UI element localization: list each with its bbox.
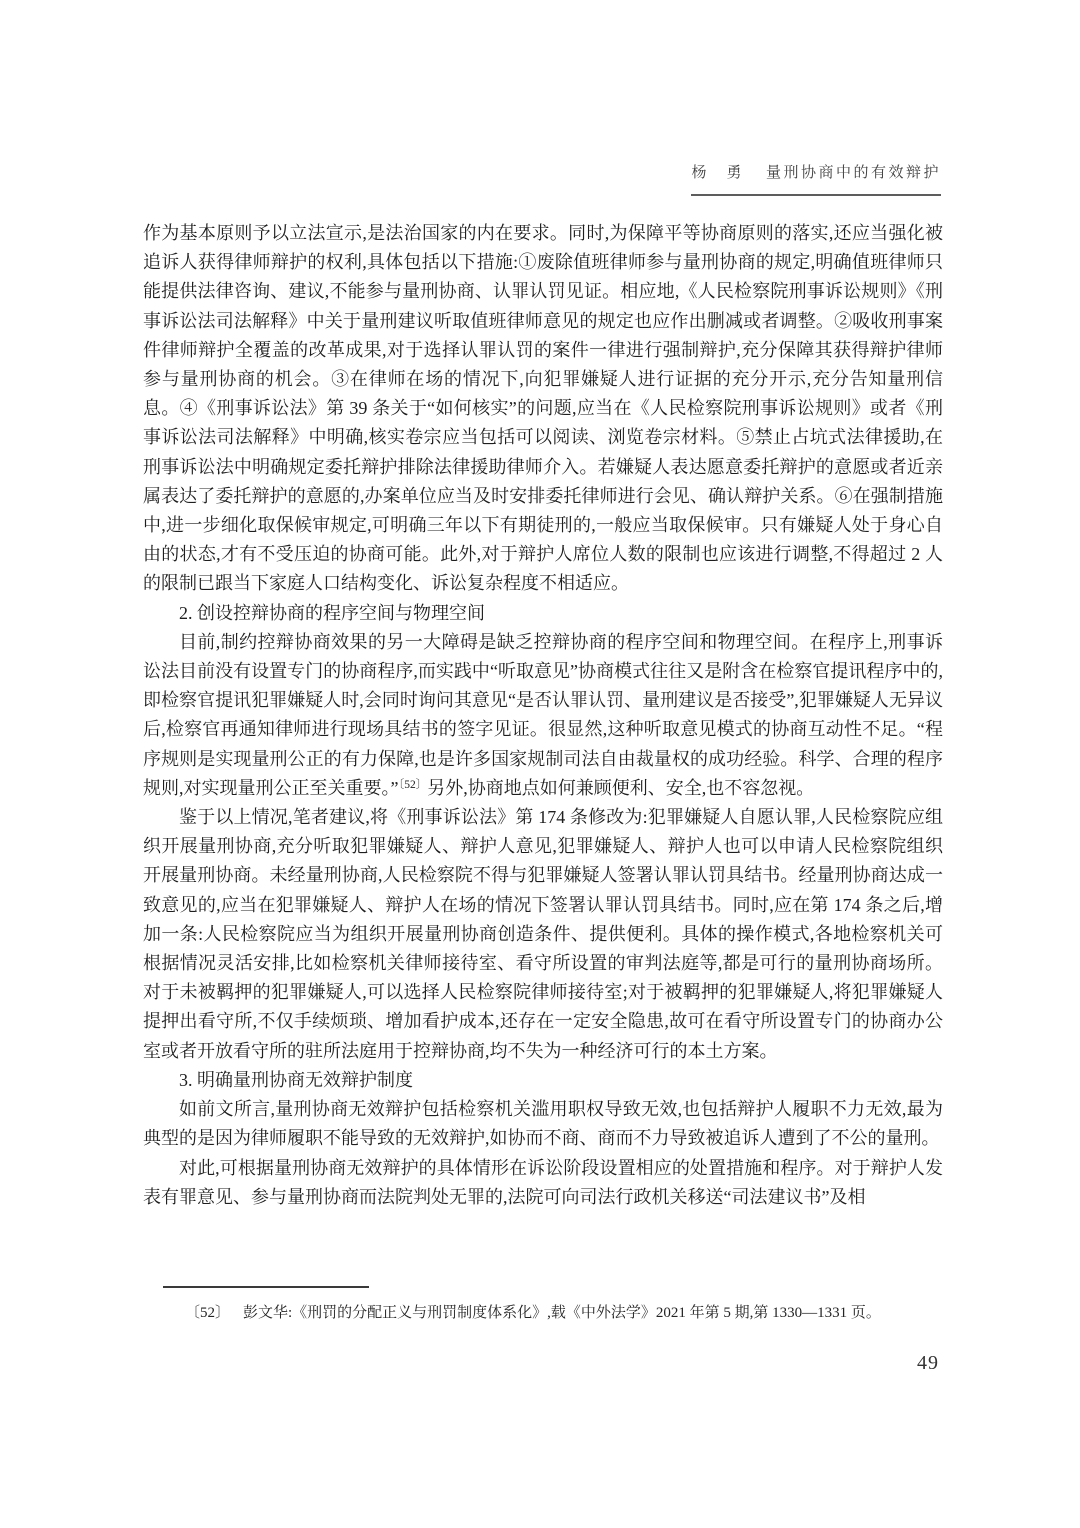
footnote-block [143,1286,943,1324]
footnote [143,1302,943,1324]
paragraph: 鉴于以上情况,笔者建议,将《刑事诉讼法》第 174 条修改为:犯罪嫌疑人自愿认罪,人民检察院应组织开展量刑协商,充分听取犯罪嫌疑人、辩护人意见,犯罪嫌疑人、辩护人也可以申请人民检察院组织开展量刑协商。未经量刑协商,人民检察院不得与犯罪嫌疑人签署认罪认罚具结书。经量刑协商达成一致意见的,应当在犯罪嫌疑人、辩护人在场的情况下签署认罪认罚具结书。同时,应在第 174 条之后,增加一条:人民检察院应当为组织开展量刑协商创造条件、提供便利。具体的操作模式,各地检察机关可根据情况灵活安排,比如检察机关律师接待室、看守所设置的审判法庭等,都是可行的量刑协商场所。对于未被羁押的犯罪嫌疑人,可以选择人民检察院律师接待室;对于被羁押的犯罪嫌疑人,将犯罪嫌疑人提押出看守所,不仅手续烦琐、增加看护成本,还存在一定安全隐患,故可在看守所设置专门的协商办公室或者开放看守所的驻所法庭用于控辩协商,均不失为一种经济可行的本土方案。 [143,807,943,1061]
section-heading-3: 3. 明确量刑协商无效辩护制度 [179,1069,413,1090]
paragraph-cutoff: 对此,可根据量刑协商无效辩护的具体情形在诉讼阶段设置相应的处置措施和程序。对于辩护人发表有罪意见、参与量刑协商而法院判处无罪的,法院可向司法行政机关移送“司法建议书”及相 [143,1157,943,1207]
running-header-title: 量刑协商中的有效辩护 [765,165,941,181]
page-number: 49 [917,1352,939,1374]
paragraph-continuation: 作为基本原则予以立法宣示,是法治国家的内在要求。同时,为保障平等协商原则的落实,还应当强化被追诉人获得律师辩护的权利,具体包括以下措施:①废除值班律师参与量刑协商的规定,明确值班律师只能提供法律咨询、建议,不能参与量刑协商、认罪认罚见证。相应地,《人民检察院刑事诉讼规则》《刑事诉讼法司法解释》中关于量刑建议听取值班律师意见的规定也应作出删减或者调整。②吸收刑事案件律师辩护全覆盖的改革成果,对于选择认罪认罚的案件一律进行强制辩护,充分保障其获得辩护律师参与量刑协商的机会。③在律师在场的情况下,向犯罪嫌疑人进行证据的充分开示,充分告知量刑信息。④《刑事诉讼法》第 39 条关于“如何核实”的问题,应当在《人民检察院刑事诉讼规则》或者《刑事诉讼法司法解释》中明确,核实卷宗应当包括可以阅读、浏览卷宗材料。⑤禁止占坑式法律援助,在刑事诉讼法中明确规定委托辩护排除法律援助律师介入。若嫌疑人表达愿意委托辩护的意愿或者近亲属表达了委托辩护的意愿的,办案单位应当及时安排委托律师进行会见、确认辩护关系。⑥在强制措施中,进一步细化取保候审规定,可明确三年以下有期徒刑的,一般应当取保候审。只有嫌疑人处于身心自由的状态,才有不受压迫的协商可能。此外,对于辩护人席位人数的限制也应该进行调整,不得超过 2 人的限制已跟当下家庭人口结构变化、诉讼复杂程度不相适应。 [143,223,943,594]
footnote-separator-rule [163,1286,369,1288]
section-heading-2: 2. 创设控辩协商的程序空间与物理空间 [179,602,485,623]
running-header-author: 杨 勇 [691,165,744,181]
article-body [143,219,943,1212]
footnote-text: 彭文华:《刑罚的分配正义与刑罚制度体系化》,载《中外法学》2021 年第 5 期,第 1330—1331 页。 [243,1305,881,1321]
running-header [691,161,941,196]
paragraph [143,628,943,803]
footnote-marker: 〔52〕 [185,1305,231,1321]
paragraph-text: 目前,制约控辩协商效果的另一大障碍是缺乏控辩协商的程序空间和物理空间。在程序上,刑事诉讼法目前没有设置专门的协商程序,而实践中“听取意见”协商模式往往又是附含在检察官提讯程序中的,即检察官提讯犯罪嫌疑人时,会同时询问其意见“是否认罪认罚、量刑建议是否接受”,犯罪嫌疑人无异议后,检察官再通知律师进行现场具结书的签字见证。很显然,这种听取意见模式的协商互动性不足。“程序规则是实现量刑公正的有力保障,也是许多国家规制司法自由裁量权的成功经验。科学、合理的程序规则,对实现量刑公正至关重要。” [143,631,943,798]
paragraph: 如前文所言,量刑协商无效辩护包括检察机关滥用职权导致无效,也包括辩护人履职不力无效,最为典型的是因为律师履职不能导致的无效辩护,如协而不商、商而不力导致被追诉人遭到了不公的量刑。 [143,1099,943,1149]
paragraph-text: 另外,协商地点如何兼顾便利、安全,也不容忽视。 [427,777,815,798]
footnote-ref-52: 〔52〕 [398,778,428,791]
